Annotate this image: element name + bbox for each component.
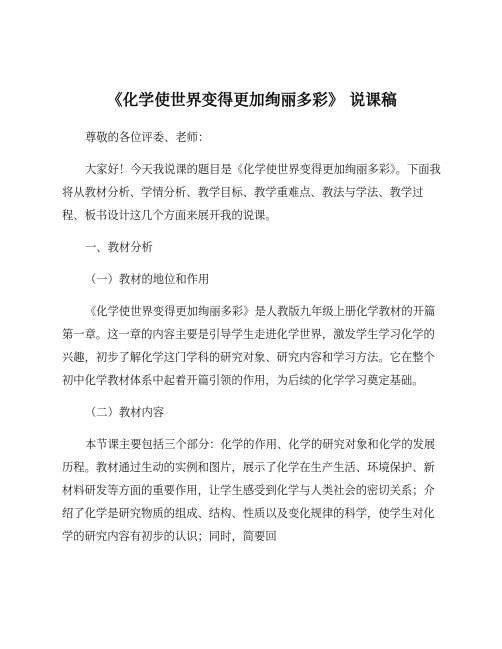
subsection-status-role-paragraph: 《化学使世界变得更加绚丽多彩》是人教版九年级上册化学教材的开篇第一章。这一章的内容主要是引导学生走进化学世界，激发学生学习化学的兴趣，初步了解化学这门学科的研究对象、研究内容和学习方法。它在整个初中化学教材体系中起着开篇引领的作用，为后续的化学学习奠定基础。 (62, 305, 436, 387)
subsection-content-paragraph: 本节课主要包括三个部分：化学的作用、化学的研究对象和化学的发展历程。教材通过生动的实例和图片，展示了化学在生产生活、环境保护、新材料研发等方面的重要作用，让学生感受到化学与人类社会的密切关系；介绍了化学是研究物质的组成、结构、性质以及变化规律的科学，使学生对化学的研究内容有初步的认识；同时，简要回 (62, 438, 436, 543)
intro-paragraph: 大家好！今天我说课的题目是《化学使世界变得更加绚丽多彩》。下面我将从教材分析、学情分析、教学目标、教学重难点、教法与学法、教学过程、板书设计这几个方面来展开我的说课。 (62, 163, 441, 222)
section-heading-textbook-analysis: 一、教材分析 (85, 241, 153, 254)
document-title: 《化学使世界变得更加绚丽多彩》 说课稿 (106, 91, 398, 109)
salutation: 尊敬的各位评委、老师： (85, 131, 210, 144)
subsection-heading-status-role: （一）教材的地位和作用 (85, 273, 210, 286)
subsection-heading-content: （二）教材内容 (85, 406, 165, 419)
